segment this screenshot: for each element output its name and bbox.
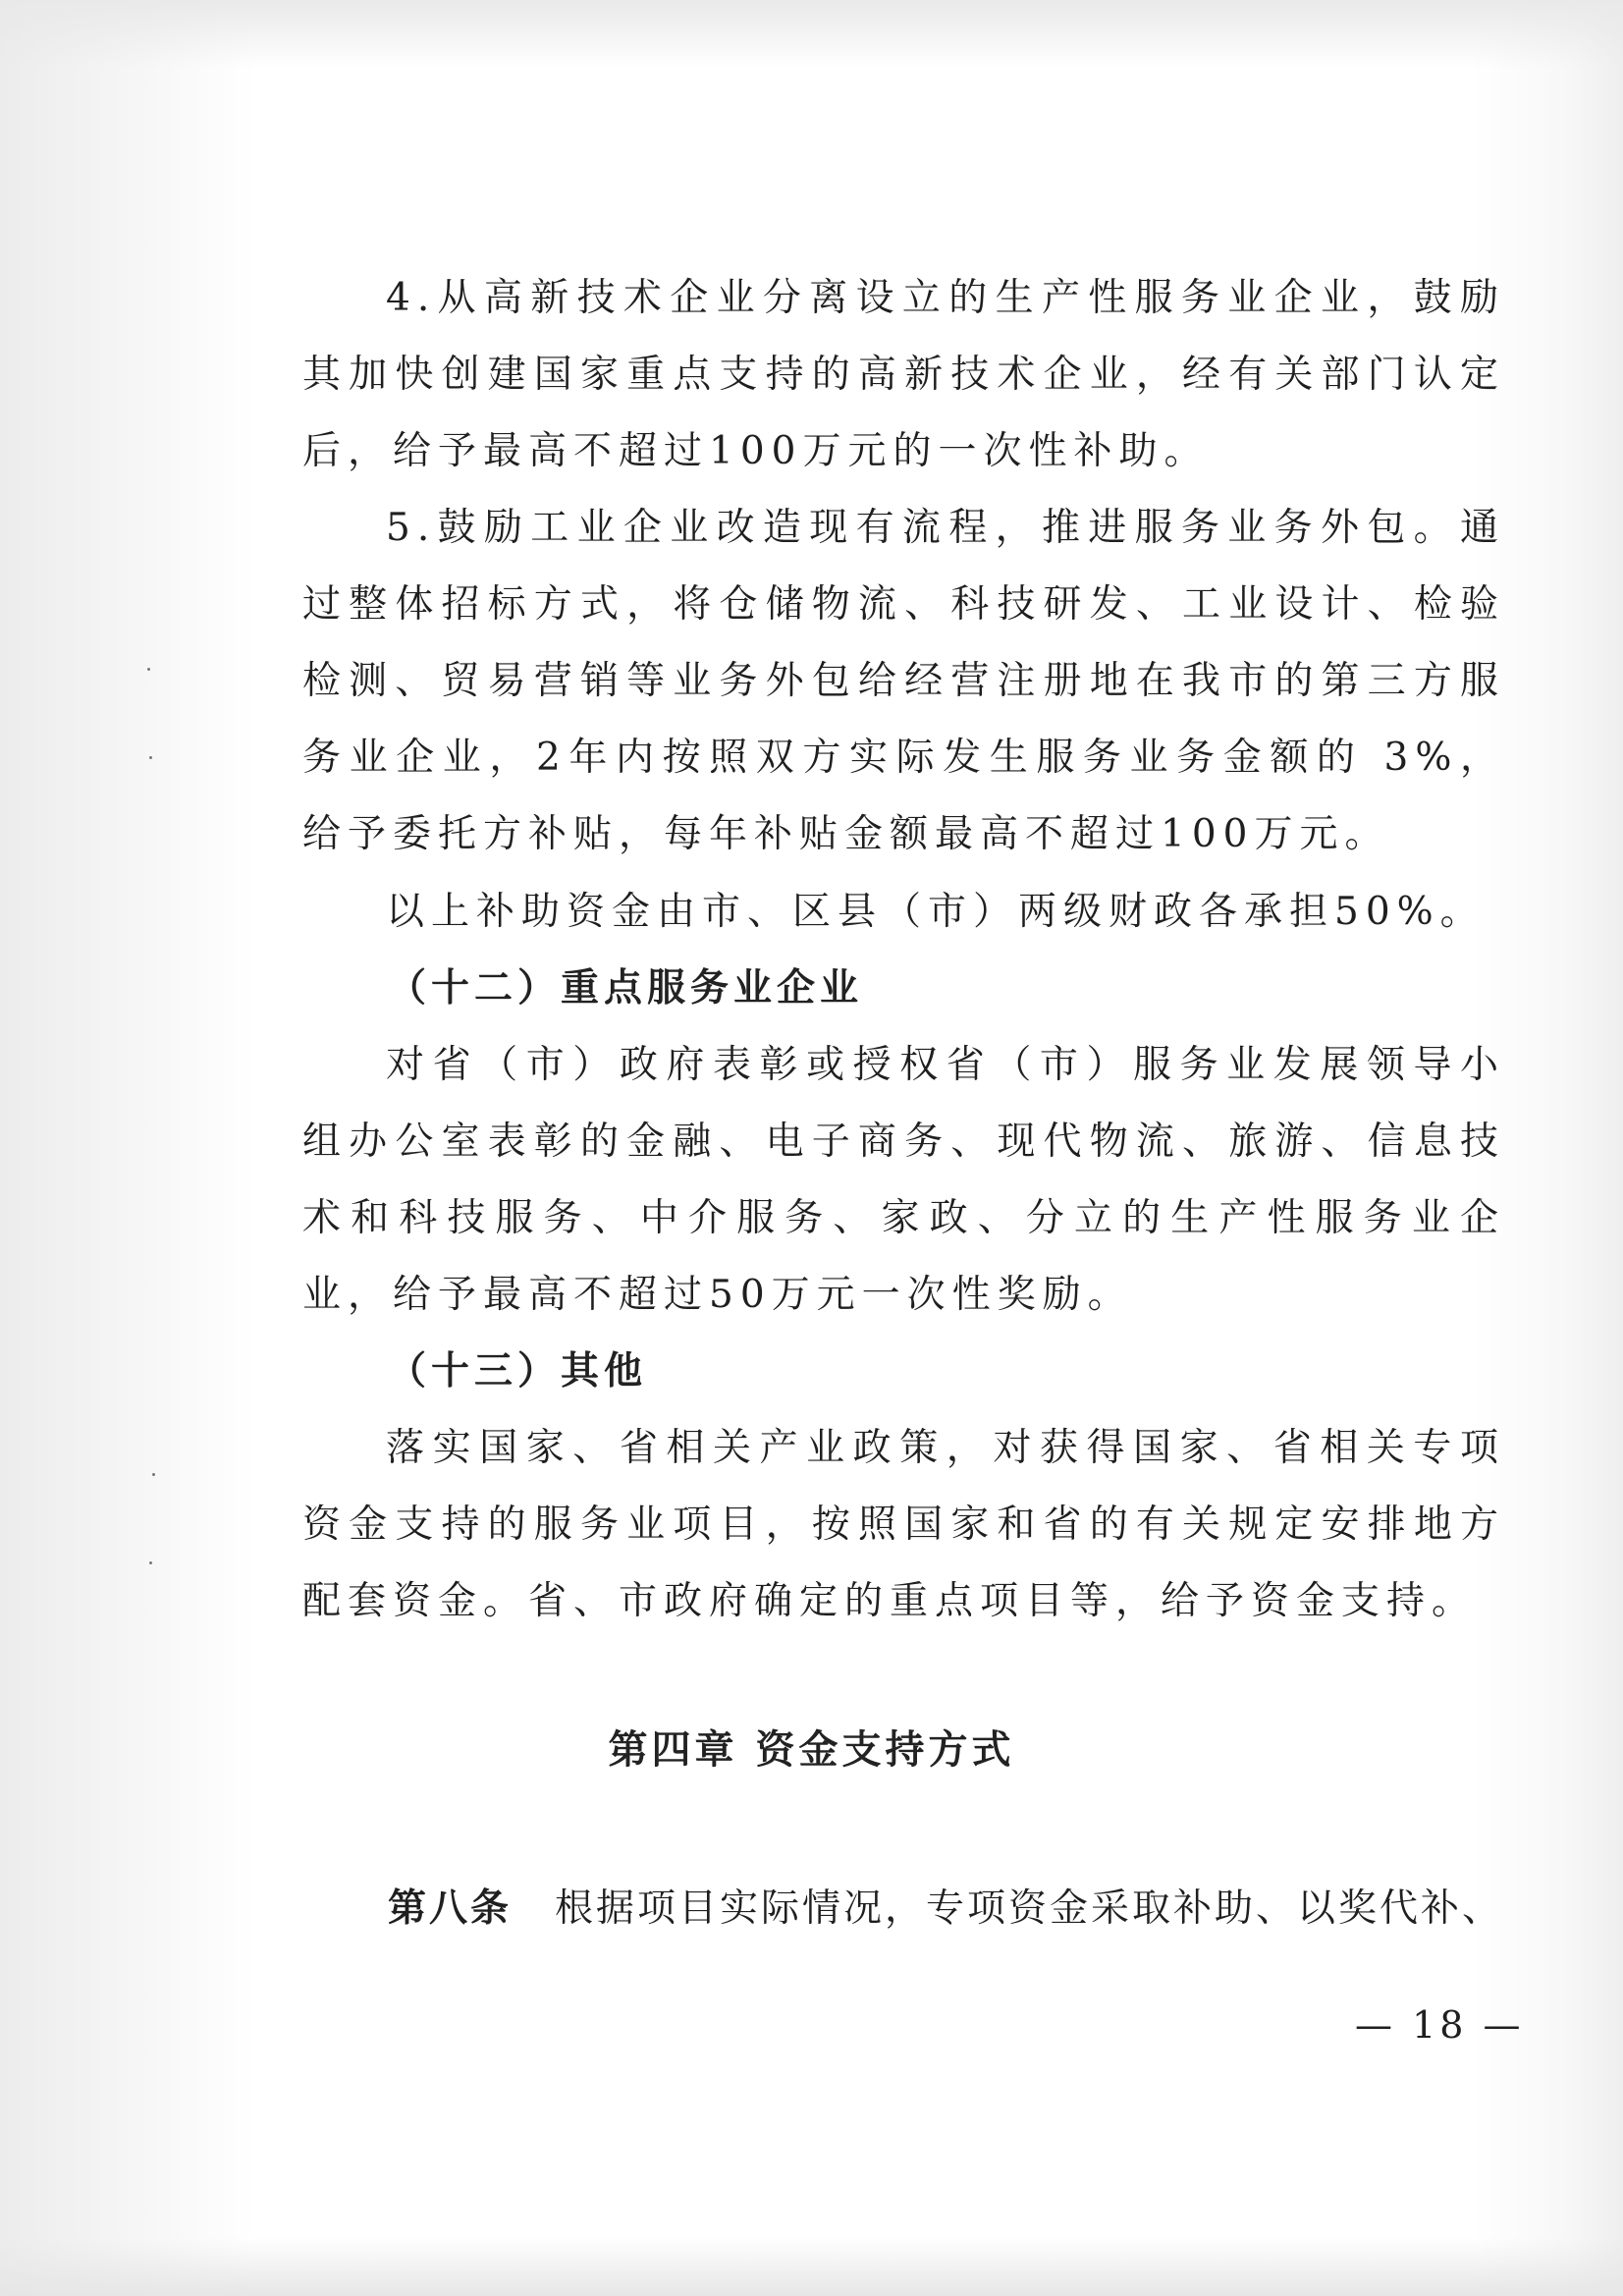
paragraph-item-4: 4.从高新技术企业分离设立的生产性服务业企业，鼓励其加快创建国家重点支持的高新技术企业，经有关部门认定后，给予最高不超过100万元的一次性补助。 <box>302 276 1505 473</box>
section-13-heading: （十三）其他 <box>388 1349 648 1394</box>
article-8-text: 根据项目实际情况，专项资金采取补助、以奖代补、 <box>555 1886 1504 1931</box>
article-8 <box>388 1878 1507 1933</box>
section-13-body: 落实国家、省相关产业政策，对获得国家、省相关专项资金支持的服务业项目，按照国家和省的有关规定安排地方配套资金。省、市政府确定的重点项目等，给予资金支持。 <box>302 1426 1505 1623</box>
paragraph-funding-split: 以上补助资金由市、区县（市）两级财政各承担50%。 <box>386 890 1486 934</box>
scan-speck <box>152 1473 155 1476</box>
paragraph-item-5: 5.鼓励工业企业改造现有流程，推进服务业务外包。通过整体招标方式，将仓储物流、科技研发、工业设计、检验检测、贸易营销等业务外包给经营注册地在我市的第三方服务业企业，2年内按照双方实际发生服务业务金额的 3%，给予委托方补贴，每年补贴金额最高不超过100万元。 <box>302 506 1505 856</box>
article-8-label: 第八条 <box>388 1886 513 1931</box>
scan-speck <box>149 1561 152 1564</box>
scan-shadow-top <box>0 0 1623 69</box>
section-12-body: 对省（市）政府表彰或授权省（市）服务业发展领导小组办公室表彰的金融、电子商务、现代物流、旅游、信息技术和科技服务、中介服务、家政、分立的生产性服务业企业，给予最高不超过50万元一次性奖励。 <box>302 1043 1505 1317</box>
scan-shadow-bottom <box>0 2237 1623 2296</box>
section-12-heading: （十二）重点服务业企业 <box>388 966 864 1011</box>
chapter-title: 第四章 资金支持方式 <box>608 1727 1015 1773</box>
scan-speck <box>147 668 150 671</box>
page-number: — 18 — <box>1355 2003 1525 2047</box>
scan-speck <box>149 756 152 759</box>
